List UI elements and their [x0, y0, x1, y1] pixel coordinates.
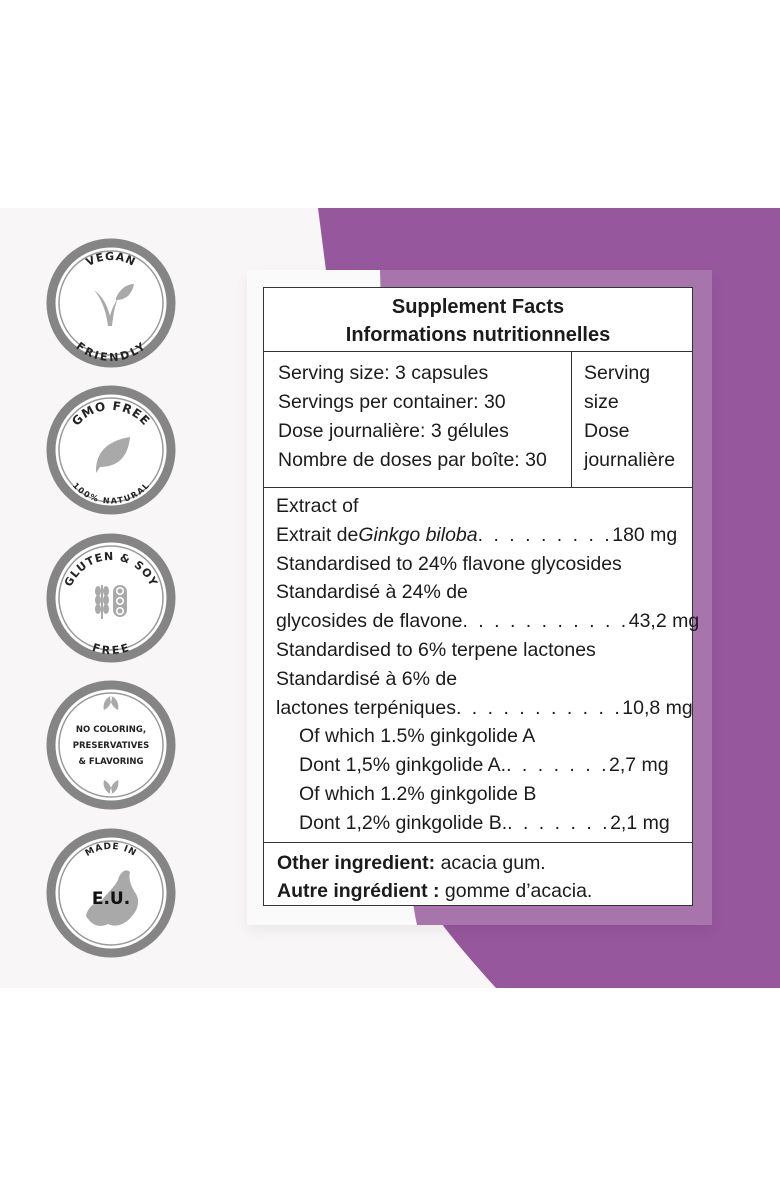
ingredient-text: Dont 1,2% ginkgolide B.	[299, 811, 508, 834]
ingredient-text: glycosides de flavone	[276, 610, 463, 633]
ingredient-text: Extrait de	[276, 523, 359, 546]
col-label: Serving	[584, 362, 651, 384]
leaf-icon	[46, 385, 176, 515]
svg-text:VEGAN: VEGAN	[83, 249, 139, 269]
made-in-eu-badge	[46, 828, 176, 958]
svg-text:GMO FREE: GMO FREE	[69, 398, 154, 429]
other-ingredient-fr	[277, 877, 692, 905]
vegan-friendly-badge	[46, 238, 176, 368]
product-panel	[0, 208, 780, 988]
ingredient-text: Standardised to 24% flavone glycosides	[276, 552, 622, 575]
ingredient-amount: 2,7 mg	[609, 754, 669, 777]
serving-column-header	[572, 352, 692, 487]
title-fr: Informations nutritionnelles	[345, 324, 611, 346]
other-label-en: Other ingredient:	[277, 852, 436, 874]
other-label-fr: Autre ingrédient :	[277, 880, 440, 902]
ingredient-amount: 43,2 mg	[628, 610, 700, 633]
ingredient-row	[276, 694, 692, 723]
supplement-facts-table	[263, 287, 700, 906]
ingredient-text: Of which 1.5% ginkgolide A	[299, 725, 536, 748]
svg-text:E.U.: E.U.	[91, 889, 131, 909]
ingredient-row	[276, 665, 692, 694]
ingredients-section	[264, 488, 700, 843]
svg-text:& FLAVORING: & FLAVORING	[78, 757, 144, 767]
title-en: Supplement Facts	[391, 296, 565, 318]
ingredient-text: Standardisé à 24% de	[276, 581, 468, 604]
ingredient-row	[276, 751, 692, 780]
svg-text:100% NATURAL: 100% NATURAL	[70, 480, 152, 506]
other-ingredient-en	[277, 849, 692, 877]
nombre-doses: Nombre de doses par boîte: 30	[278, 449, 547, 471]
svg-text:GLUTEN & SOY: GLUTEN & SOY	[61, 549, 161, 589]
leader-dots: . . . . . . .	[506, 754, 609, 777]
ingredient-row	[276, 780, 692, 809]
ingredient-text: Dont 1,5% ginkgolide A.	[299, 754, 507, 777]
leader-dots: . . . . . . . . . . .	[455, 696, 623, 719]
no-additives-badge	[46, 680, 176, 810]
ingredient-row	[276, 636, 692, 665]
serving-size: Serving size: 3 capsules	[278, 362, 489, 384]
ingredient-row	[276, 550, 692, 579]
ingredient-text: Standardised to 6% terpene lactones	[276, 638, 596, 661]
leaves-icon	[46, 680, 176, 810]
leader-dots: . . . . . . . . . . .	[462, 610, 629, 633]
col-label: journalière	[584, 449, 676, 471]
leader-dots: . . . . . . . . .	[477, 523, 613, 546]
svg-text:FRIENDLY: FRIENDLY	[73, 339, 149, 365]
svg-text:MADE IN: MADE IN	[83, 841, 139, 859]
facts-header	[264, 288, 692, 352]
ingredient-amount: 180 mg	[612, 523, 678, 546]
wheat-soy-icon	[46, 533, 176, 663]
svg-text:PRESERVATIVES: PRESERVATIVES	[72, 741, 150, 751]
ingredient-row	[276, 607, 700, 636]
ingredient-text: lactones terpéniques	[276, 696, 456, 719]
leader-dots: . . . . . . .	[507, 811, 611, 834]
serving-section	[264, 352, 692, 488]
dose-journaliere: Dose journalière: 3 gélules	[278, 420, 509, 442]
svg-text:FREE: FREE	[90, 640, 132, 658]
ingredient-text: Extract of	[276, 495, 359, 517]
col-label: size	[584, 391, 619, 413]
ingredient-row	[276, 809, 692, 838]
svg-text:NO COLORING,: NO COLORING,	[75, 725, 147, 735]
other-value-en: acacia gum.	[435, 852, 546, 874]
servings-per-container: Servings per container: 30	[278, 391, 506, 413]
ingredient-row	[276, 578, 692, 607]
ingredient-row	[276, 492, 692, 521]
ingredient-text: Standardisé à 6% de	[276, 667, 458, 690]
ingredient-amount: 10,8 mg	[622, 696, 693, 719]
gluten-soy-free-badge	[46, 533, 176, 663]
serving-info	[264, 352, 572, 487]
other-ingredients	[264, 843, 692, 905]
europe-map-icon	[46, 828, 176, 958]
ingredient-row	[276, 521, 692, 550]
vegan-leaf-icon	[46, 238, 176, 368]
ingredient-row	[276, 722, 692, 751]
other-value-fr: gomme d’acacia.	[439, 880, 593, 902]
ingredient-text: Of which 1.2% ginkgolide B	[299, 782, 537, 805]
col-label: Dose	[584, 420, 630, 442]
ingredient-amount: 2,1 mg	[610, 811, 670, 834]
ingredient-latin-name: Ginkgo biloba	[358, 523, 478, 546]
gmo-free-badge	[46, 385, 176, 515]
